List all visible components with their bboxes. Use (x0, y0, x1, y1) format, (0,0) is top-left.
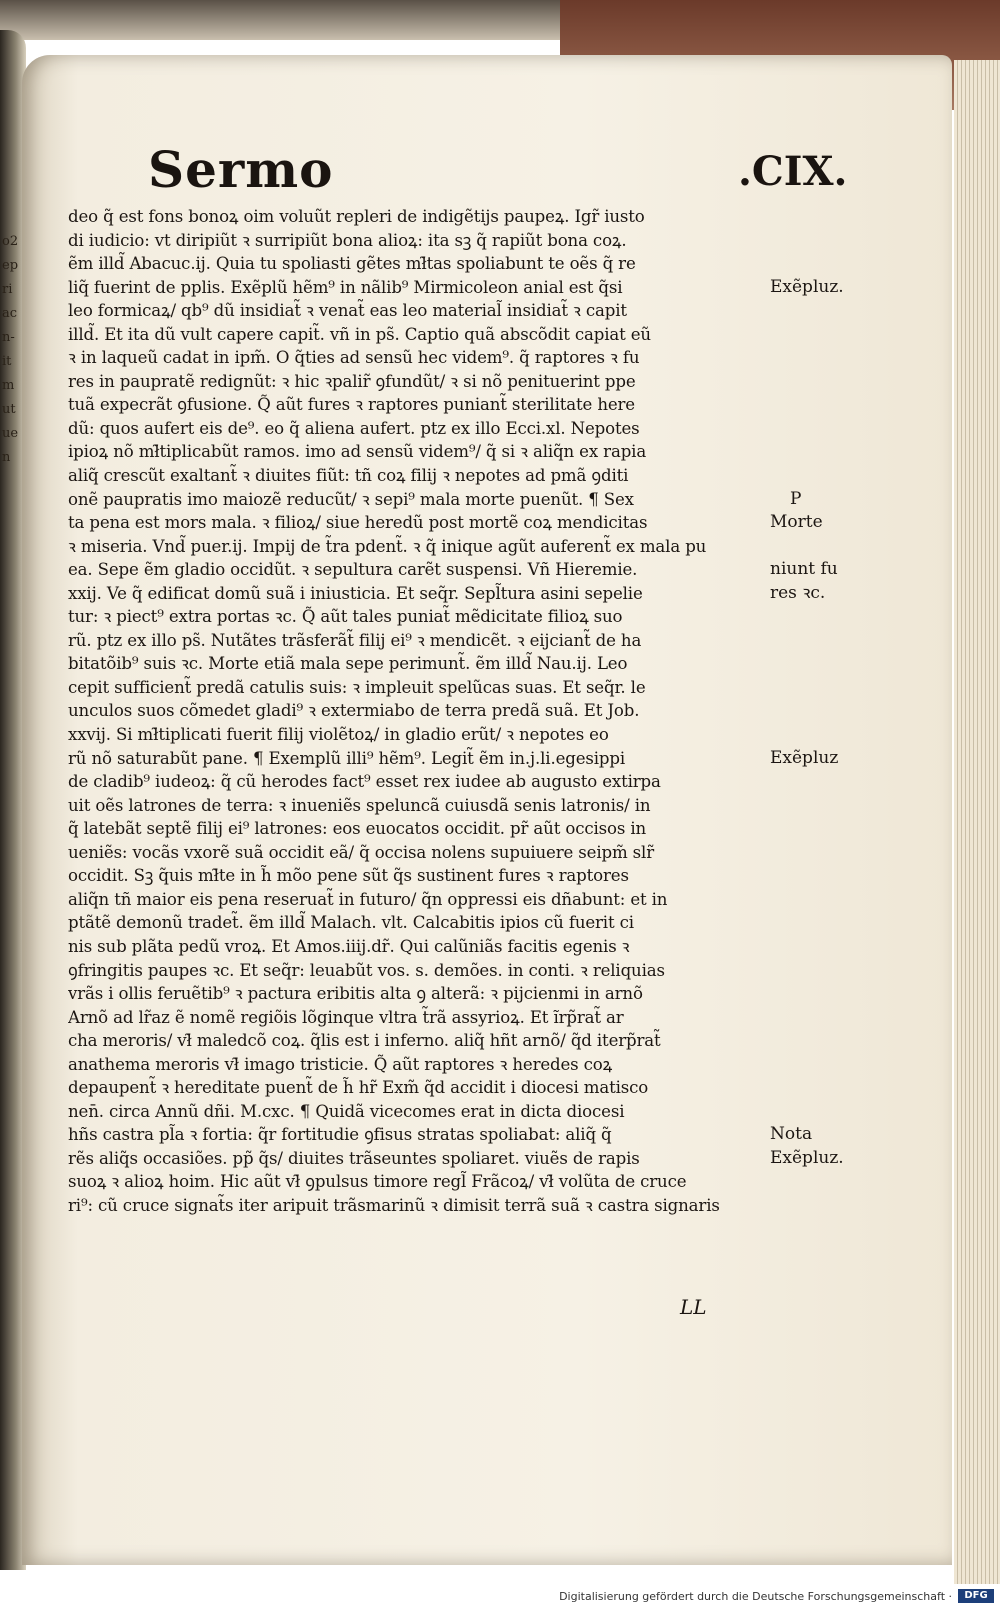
text-line: ẽm illd̃ Abacuc.ij. Quia tu spoliasti gẽtes mł̃tas spoliabunt te oẽs q̃ re (68, 254, 636, 274)
text-line: tur: ꝛ piect⁹ extra portas ꝛc. Q̃ aũt tales puniat̃ mẽdicitate filioꝝ suo (68, 607, 623, 627)
text-line: ꝛ miseria. Vnd̃ puer.ij. Impij de t̃ra pdent̃. ꝛ q̃ inique agũt auferent̃ ex mala pu (68, 536, 707, 556)
folio-number: .CIX. (738, 148, 848, 195)
facing-page-fragment: ac (2, 306, 18, 321)
text-line: vrãs i ollis feruẽtib⁹ ꝛ pactura eribitis alta ꝯ alterã: ꝛ pijcienmi in arnõ (68, 984, 643, 1004)
text-line: aliq̃n tñ maior eis pena reseruat̃ in futuro/ q̃n oppressi eis dñabunt: et in (68, 889, 668, 909)
heading-title: Sermo (148, 140, 334, 199)
text-line: q̃ latebãt septẽ filij ei⁹ latrones: eos euocatos occidit. pr̃ aũt occisos in (68, 819, 647, 839)
text-line: ueniẽs: vocãs vxorẽ suã occidit eã/ q̃ occisa nolens supuiuere seipm̃ slr̃ (68, 842, 654, 862)
text-line: illd̃. Et ita dũ vult capere capit̃. vñ in ps̃. Captio quã abscõdit capiat eũ (68, 324, 651, 344)
text-line: dũ: quos aufert eis de⁹. eo q̃ aliena aufert. ptz ex illo Ecci.xl. Nepotes (68, 418, 640, 438)
text-line: ꝛ in laqueũ cadat in ipm̃. O q̃ties ad sensũ hec videm⁹. q̃ raptores ꝛ fu (68, 348, 640, 368)
margin-note: Morte (770, 512, 823, 533)
text-line: xxvij. Si mł̃tiplicati fuerit filij violẽtoꝝ/ in gladio erũt/ ꝛ nepotes eo (68, 725, 609, 745)
text-line: unculos suos cõmedet gladi⁹ ꝛ extermiabo de terra predã suã. Et Job. (68, 701, 640, 721)
text-line: depaupent̃ ꝛ hereditate puent̃ de h̃ hr̃ Exm̃ q̃d accidit i diocesi matisco (68, 1078, 649, 1098)
text-line: res in paupratẽ redignũt: ꝛ hic ꝛpalir̃ ꝯfundũt/ ꝛ si nõ penituerint ppe (68, 371, 636, 391)
facing-page-fragment: m (2, 378, 15, 393)
footer-bar (0, 1584, 1000, 1606)
text-line: ipioꝝ nõ mł̃tiplicabũt ramos. imo ad sensũ videm⁹/ q̃ si ꝛ aliq̃n ex rapia (68, 442, 647, 462)
dfg-logo: DFG (958, 1589, 994, 1603)
margin-note: niunt fu (770, 559, 838, 580)
text-line: tuã expecrãt ꝯfusione. Q̃ aũt fures ꝛ raptores puniant̃ sterilitate here (68, 395, 635, 415)
text-line: de cladib⁹ iudeoꝝ: q̃ cũ herodes fact⁹ esset rex iudee ab augusto extirpa (68, 772, 661, 792)
text-line: uit oẽs latrones de terra: ꝛ inueniẽs speluncã cuiusdã senis latronis/ in (68, 795, 651, 815)
text-line: aliq̃ crescũt exaltant̃ ꝛ diuites fiũt: tñ coꝝ filij ꝛ nepotes ad pmã ꝯditi (68, 466, 629, 486)
text-line: rẽs aliq̃s occasiões. pp̃ q̃s/ diuites trãseuntes spoliaret. viuẽs de rapis (68, 1148, 640, 1168)
facing-page-fragment: o2 (2, 234, 19, 249)
text-line: nen̄. circa Annũ dñi. M.cxc. ¶ Quidã vicecomes erat in dicta diocesi (68, 1101, 625, 1121)
margin-note: Exẽpluz (770, 747, 839, 768)
text-line: cha meroris/ vł̃ maledcõ coꝝ. q̃lis est i inferno. aliq̃ hñt arnõ/ q̃d iterp̃rat̃ (68, 1031, 661, 1051)
text-line: nis sub plãta pedũ vroꝝ. Et Amos.iiij.dr̃. Qui calũniãs facitis egenis ꝛ (68, 936, 630, 956)
text-line: rũ. ptz ex illo ps̃. Nutãtes trãsferãt̃ filij ei⁹ ꝛ mendicẽt. ꝛ eijciant̃ de ha (68, 630, 642, 650)
footer-credit: Digitalisierung gefördert durch die Deutsche Forschungsgemeinschaft · (559, 1590, 952, 1603)
margin-note: res ꝛc. (770, 582, 826, 603)
text-line: ri⁹: cũ cruce signat̃s iter aripuit trãsmarinũ ꝛ dimisit terrã suã ꝛ castra signaris (68, 1195, 720, 1215)
margin-note: Nota (770, 1124, 813, 1145)
text-line: occidit. Sꝫ q̃uis mł̃te in h̃ mõo pene sũt q̃s sustinent fures ꝛ raptores (68, 866, 629, 886)
facing-page-fragment: ep (2, 258, 19, 273)
text-line: liq̃ fuerint de pplis. Exẽplũ hẽm⁹ in nãlib⁹ Mirmicoleon anial est q̃si (68, 277, 623, 297)
margin-note: Exẽpluz. (770, 1148, 844, 1168)
book-cover-top (0, 0, 560, 40)
body-text (68, 205, 768, 1218)
text-line: Arnõ ad lr̃az ẽ nomẽ regiõis lõginque vltra t̃rã assyrioꝝ. Et ĩrp̃rat̃ ar (68, 1007, 624, 1027)
page-heading (148, 140, 848, 200)
text-line: ꝯfringitis paupes ꝛc. Et seq̃r: leuabũt vos. s. demões. in conti. ꝛ reliquias (68, 960, 665, 980)
text-line: suoꝝ ꝛ alioꝝ hoim. Hic aũt vł̃ ꝯpulsus timore regl̃ Frãcoꝝ/ vł̃ volũta de cruce (68, 1172, 687, 1192)
text-line: anathema meroris vł̃ imago tristicie. Q̃ aũt raptores ꝛ heredes coꝝ (68, 1054, 613, 1074)
text-line: ea. Sepe ẽm gladio occidũt. ꝛ sepultura carẽt suspensi. Vñ Hieremie. (68, 560, 638, 580)
margin-note: Exẽpluz. (770, 276, 844, 297)
facing-page-fragment: ue (2, 426, 19, 441)
text-line: ptãtẽ demonũ tradet̃. ẽm illd̃ Malach. vlt. Calcabitis ipios cũ fuerit ci (68, 913, 634, 933)
signature-mark: LL (680, 1295, 707, 1319)
facing-page-fragment: n- (2, 330, 15, 345)
text-line: di iudicio: vt diripiũt ꝛ surripiũt bona alioꝝ: ita sꝫ q̃ rapiũt bona coꝝ. (68, 230, 627, 250)
text-line: onẽ paupratis imo maiozẽ reducũt/ ꝛ sepi⁹ mala morte puenũt. ¶ Sex (68, 489, 634, 509)
facing-page-fragment: ri (2, 282, 13, 297)
margin-note: P (790, 488, 802, 509)
text-line: xxij. Ve q̃ edificat domũ suã i iniusticia. Et seq̃r. Sepl̃tura asini sepelie (68, 583, 643, 603)
text-line: leo formicaꝝ/ qb⁹ dũ insidiat̃ ꝛ venat̃ eas leo material̃ insidiat̃ ꝛ capit (68, 301, 627, 321)
text-line: cepit sufficient̃ predã catulis suis: ꝛ impleuit spelũcas suas. Et seq̃r. le (68, 677, 646, 697)
text-line: ta pena est mors mala. ꝛ filioꝝ/ siue heredũ post mortẽ coꝝ mendicitas (68, 513, 648, 533)
facing-page-fragment: ut (2, 402, 16, 417)
facing-page-fragment: it (2, 354, 12, 369)
text-line: hñs castra pl̃a ꝛ fortia: q̃r fortitudie ꝯfisus stratas spoliabat: aliq̃ q̃ (68, 1125, 612, 1145)
text-line: rũ nõ saturabũt pane. ¶ Exemplũ illi⁹ hẽm⁹. Legit̃ ẽm in.j.li.egesippi (68, 748, 626, 768)
facing-page-text (2, 230, 24, 470)
page-edges (954, 60, 1000, 1600)
text-line: bitatõib⁹ suis ꝛc. Morte etiã mala sepe perimunt̃. ẽm illd̃ Nau.ij. Leo (68, 654, 628, 674)
text-line: deo q̃ est fons bonoꝝ oim voluũt repleri de indigẽtijs paupeꝝ. Igr̃ iusto (68, 207, 645, 226)
facing-page-fragment: n (2, 450, 11, 465)
